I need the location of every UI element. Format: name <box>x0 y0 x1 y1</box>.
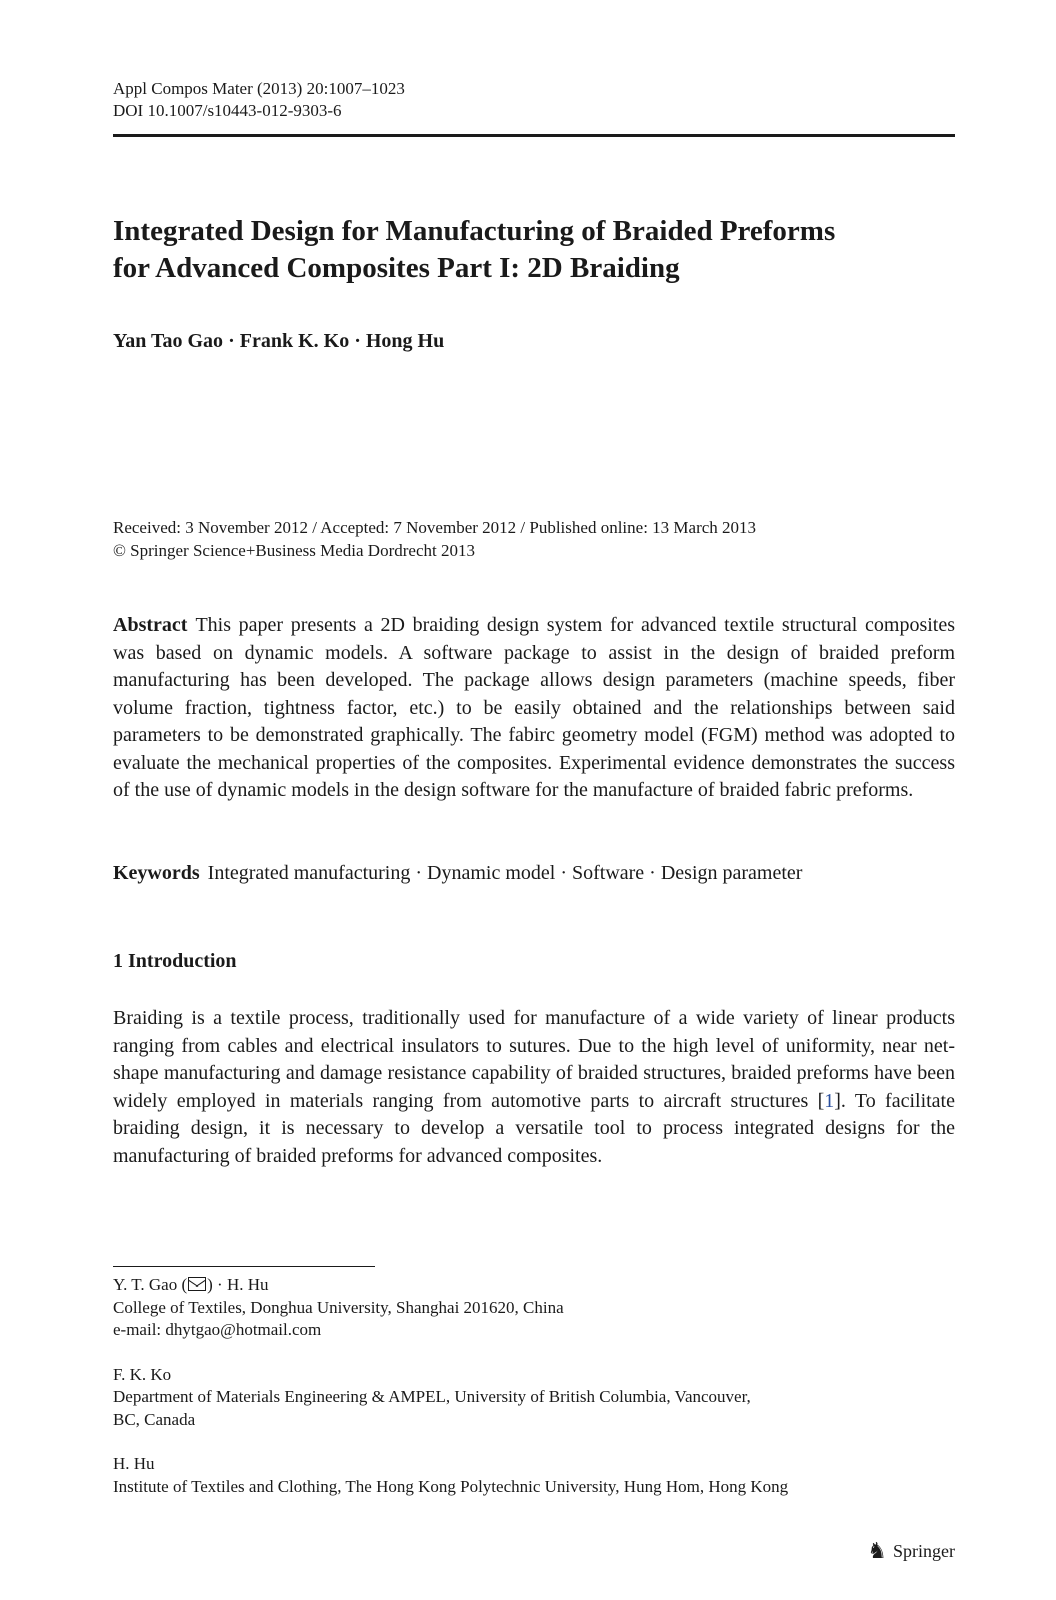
publisher-name: Springer <box>893 1540 955 1561</box>
affiliation-author-text: Y. T. Gao ( <box>113 1275 188 1294</box>
affiliation-institution-cont: BC, Canada <box>113 1409 196 1429</box>
doi: DOI 10.1007/s10443-012-9303-6 <box>113 101 342 120</box>
affiliation-block <box>113 1364 788 1432</box>
reference-link[interactable]: 1 <box>824 1089 835 1112</box>
header-rule <box>113 134 955 137</box>
affiliation-author: F. K. Ko <box>113 1364 172 1384</box>
abstract <box>113 612 955 805</box>
keywords <box>113 862 802 885</box>
author-name: Yan Tao Gao <box>113 330 224 352</box>
keywords-text: Integrated manufacturing · Dynamic model · Software · Design parameter <box>207 862 803 884</box>
affiliations <box>113 1274 788 1520</box>
author-name: Frank K. Ko <box>239 330 350 352</box>
author-separator: · <box>228 330 235 352</box>
affiliation-author-text: ) · H. Hu <box>207 1275 269 1294</box>
envelope-icon <box>188 1277 206 1291</box>
affiliation-author: H. Hu <box>113 1454 155 1473</box>
abstract-label: Abstract <box>113 614 188 636</box>
section-heading-introduction: 1 Introduction <box>113 950 237 972</box>
author-list <box>113 330 444 353</box>
title-line-2: for Advanced Composites Part I: 2D Braiding <box>113 252 680 284</box>
copyright-symbol: © <box>113 541 126 560</box>
horse-icon: ♞ <box>867 1538 887 1563</box>
author-separator: · <box>354 330 361 352</box>
affiliation-authors <box>113 1274 788 1297</box>
paper-title <box>113 213 835 287</box>
affiliation-institution: Institute of Textiles and Clothing, The Hong Kong Polytechnic University, Hung Hom, Hong Kong <box>113 1476 789 1496</box>
journal-header <box>113 78 405 122</box>
author-name: Hong Hu <box>365 330 445 352</box>
keywords-label: Keywords <box>113 862 200 884</box>
intro-text: Braiding is a textile process, traditionally used for manufacture of a wide variety of linear products ranging from cables and electrical insulators to sutures. Due to the high level of uniformity, near net-shape manufacturing and damage resistance capability of braided structures, braided preforms have been widely employed in materials ranging from automotive parts to aircraft structures [ <box>113 1007 955 1112</box>
copyright-holder: Springer Science+Business Media Dordrecht 2013 <box>130 541 475 560</box>
received-accepted-published: Received: 3 November 2012 / Accepted: 7 November 2012 / Published online: 13 March 2013 <box>113 518 757 537</box>
publisher-logo <box>867 1540 955 1562</box>
intro-text-cont: ]. To facilitate braiding design, it is necessary to develop a versatile tool to process integrated designs for the manufacturing of braided preforms for advanced composites. <box>113 1089 955 1167</box>
title-line-1: Integrated Design for Manufacturing of Braided Preforms <box>113 215 836 247</box>
publication-dates <box>113 516 756 562</box>
footnote-rule <box>113 1266 375 1267</box>
affiliation-institution: Department of Materials Engineering & AMPEL, University of British Columbia, Vancouver, <box>113 1387 751 1406</box>
affiliation-block <box>113 1453 788 1498</box>
affiliation-institution: College of Textiles, Donghua University, Shanghai 201620, China <box>113 1297 564 1317</box>
affiliation-email[interactable]: e-mail: dhytgao@hotmail.com <box>113 1320 322 1339</box>
abstract-text: This paper presents a 2D braiding design system for advanced textile structural composites was based on dynamic models. A software package to assist in the design of braided preform manufacturing has been developed. The package allows design parameters (machine speeds, fiber volume fraction, tightness factor, etc.) to be easily obtained and the relationships between said parameters to be demonstrated graphically. The fabirc geometry model (FGM) method was adopted to evaluate the mechanical properties of the composites. Experimental evidence demonstrates the success of the use of dynamic models in the design software for the manufacture of braided fabric preforms. <box>113 614 955 801</box>
copyright-notice <box>113 539 756 562</box>
affiliation-block <box>113 1274 788 1342</box>
introduction-paragraph <box>113 1005 955 1171</box>
journal-citation: Appl Compos Mater (2013) 20:1007–1023 <box>113 79 405 98</box>
